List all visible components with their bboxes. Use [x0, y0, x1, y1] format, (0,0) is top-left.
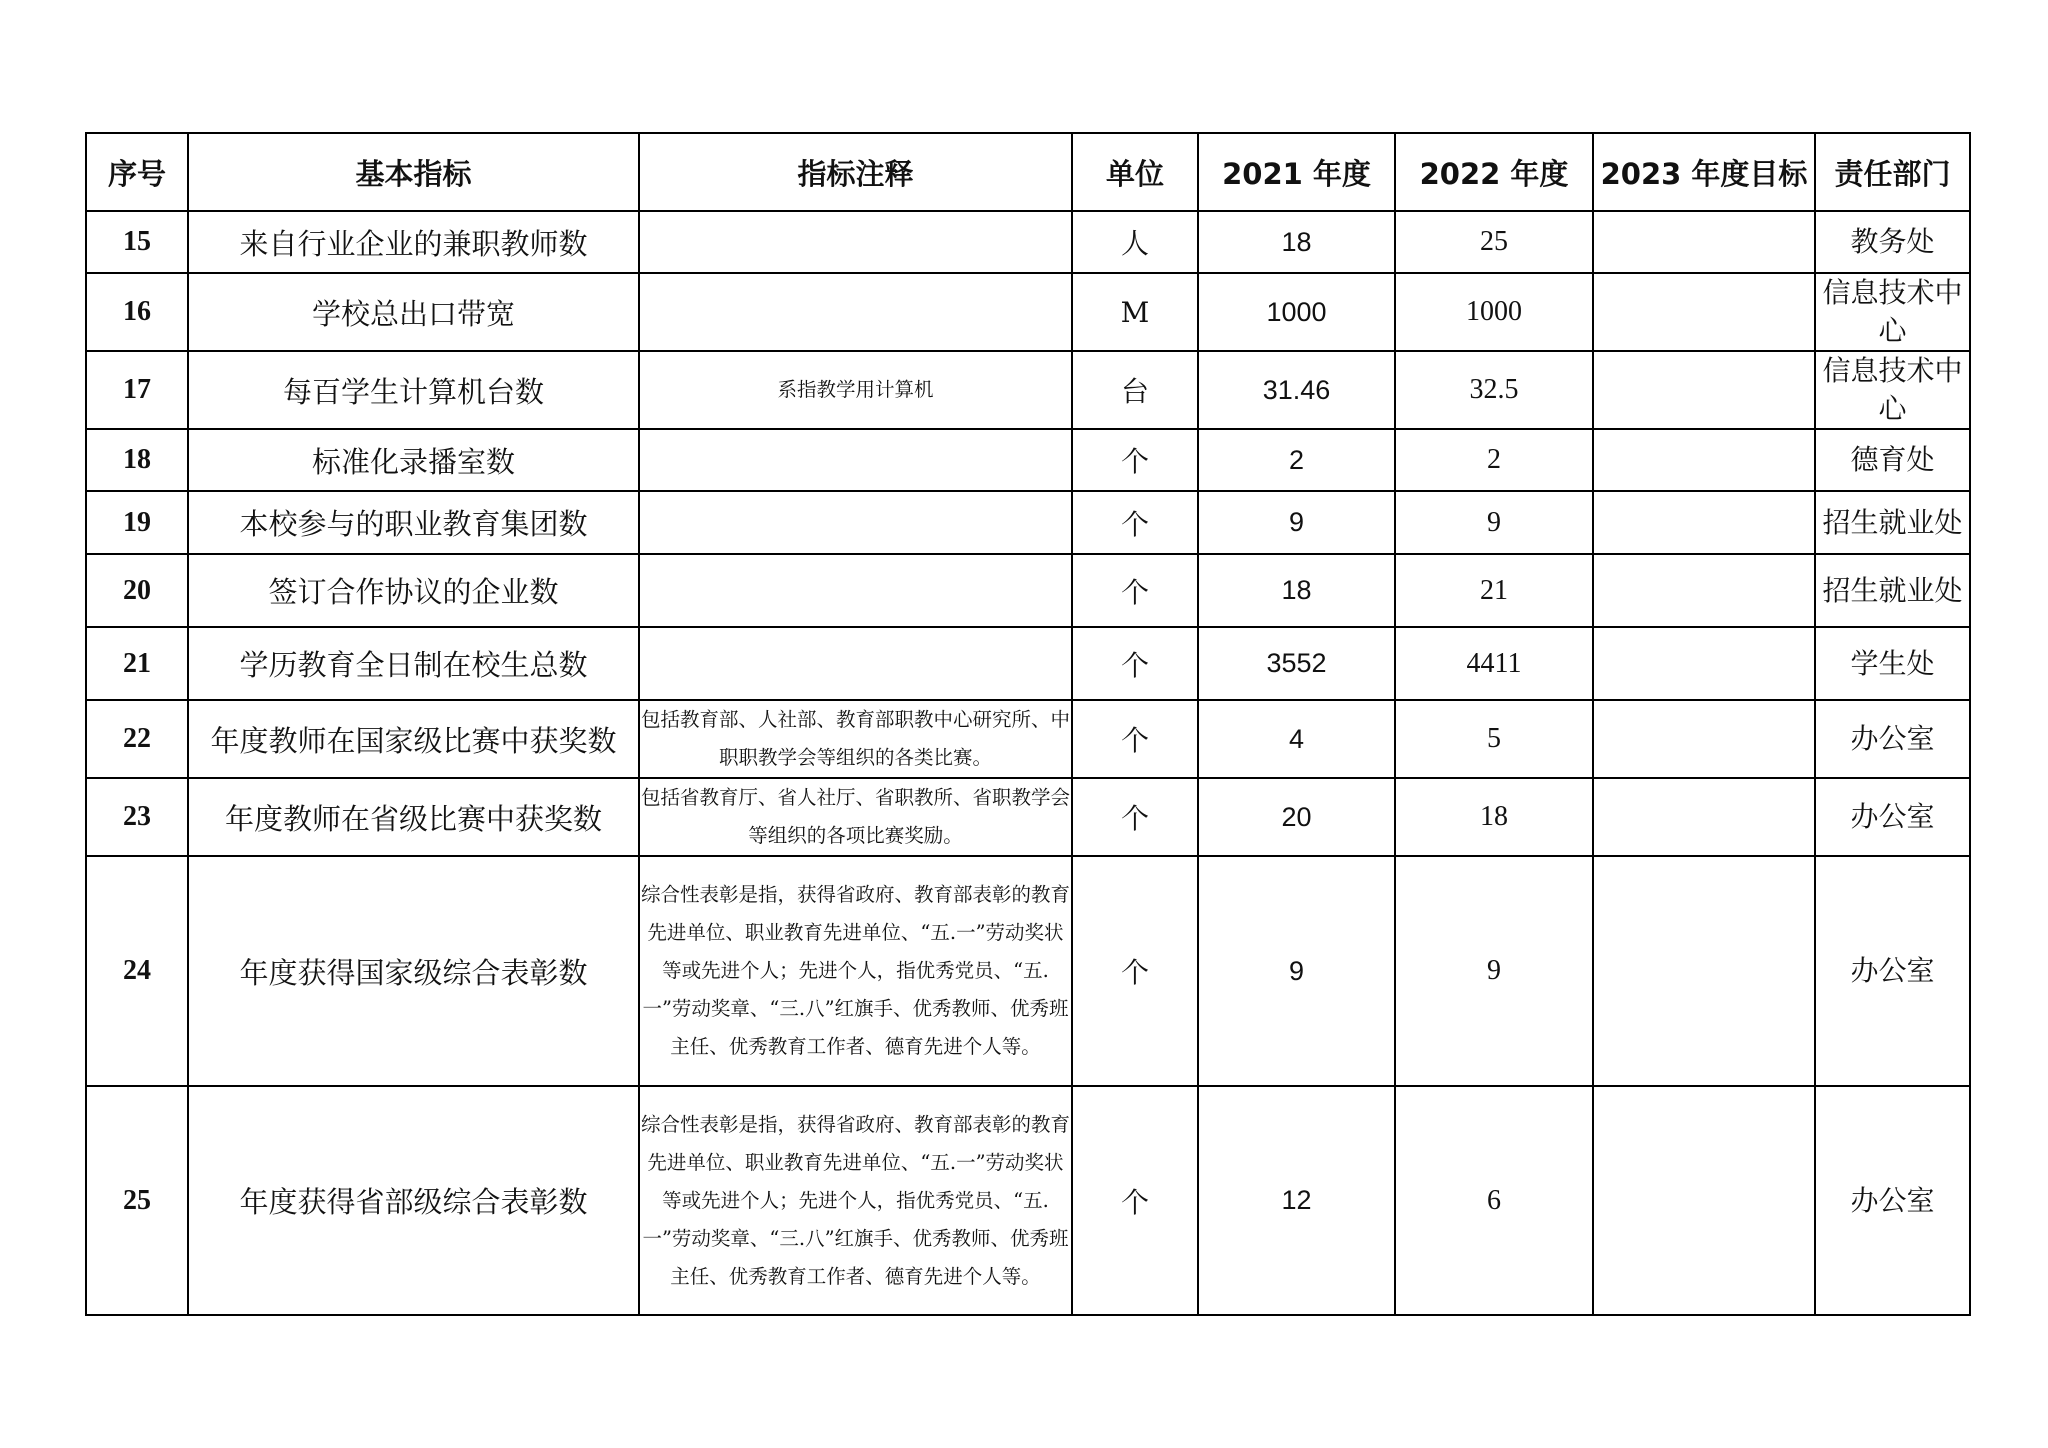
table-row — [86, 778, 1970, 856]
row-2021: 3552 — [1198, 627, 1395, 700]
row-indicator: 年度获得省部级综合表彰数 — [188, 1086, 639, 1315]
row-unit: 个 — [1072, 1086, 1198, 1315]
row-note: 系指教学用计算机 — [639, 351, 1072, 429]
indicator-table — [85, 132, 1971, 1316]
row-2022: 32.5 — [1395, 351, 1593, 429]
table-row — [86, 429, 1970, 491]
row-unit: M — [1072, 273, 1198, 351]
row-indicator: 学历教育全日制在校生总数 — [188, 627, 639, 700]
header-seq: 序号 — [86, 133, 188, 211]
row-dept: 招生就业处 — [1815, 554, 1970, 627]
row-indicator: 签订合作协议的企业数 — [188, 554, 639, 627]
row-seq: 24 — [86, 856, 188, 1086]
row-seq: 22 — [86, 700, 188, 778]
header-unit: 单位 — [1072, 133, 1198, 211]
row-2021: 1000 — [1198, 273, 1395, 351]
row-seq: 25 — [86, 1086, 188, 1315]
row-unit: 个 — [1072, 554, 1198, 627]
row-unit: 个 — [1072, 778, 1198, 856]
row-2022: 1000 — [1395, 273, 1593, 351]
row-seq: 21 — [86, 627, 188, 700]
row-note — [639, 627, 1072, 700]
row-unit: 人 — [1072, 211, 1198, 273]
row-seq: 16 — [86, 273, 188, 351]
row-note: 包括教育部、人社部、教育部职教中心研究所、中职职教学会等组织的各类比赛。 — [639, 700, 1072, 778]
row-dept: 信息技术中心 — [1815, 273, 1970, 351]
row-2022: 9 — [1395, 856, 1593, 1086]
row-2021: 31.46 — [1198, 351, 1395, 429]
row-2023-target — [1593, 1086, 1815, 1315]
table-row — [86, 627, 1970, 700]
table-row — [86, 351, 1970, 429]
row-2022: 4411 — [1395, 627, 1593, 700]
row-2021: 4 — [1198, 700, 1395, 778]
row-2021: 9 — [1198, 856, 1395, 1086]
row-2023-target — [1593, 211, 1815, 273]
row-note: 综合性表彰是指，获得省政府、教育部表彰的教育先进单位、职业教育先进单位、“五.一”劳动奖状等或先进个人；先进个人，指优秀党员、“五.一”劳动奖章、“三.八”红旗手、优秀教师、优秀班主任、优秀教育工作者、德育先进个人等。 — [639, 1086, 1072, 1315]
row-2023-target — [1593, 429, 1815, 491]
row-2023-target — [1593, 351, 1815, 429]
row-2022: 9 — [1395, 491, 1593, 554]
row-2023-target — [1593, 554, 1815, 627]
row-dept: 德育处 — [1815, 429, 1970, 491]
row-2021: 20 — [1198, 778, 1395, 856]
table-row — [86, 273, 1970, 351]
table-row — [86, 491, 1970, 554]
row-2021: 2 — [1198, 429, 1395, 491]
row-indicator: 年度教师在省级比赛中获奖数 — [188, 778, 639, 856]
row-2022: 6 — [1395, 1086, 1593, 1315]
row-dept: 学生处 — [1815, 627, 1970, 700]
header-2023-target: 2023 年度目标 — [1593, 133, 1815, 211]
row-2021: 18 — [1198, 211, 1395, 273]
table-row — [86, 856, 1970, 1086]
row-seq: 20 — [86, 554, 188, 627]
header-note: 指标注释 — [639, 133, 1072, 211]
row-note — [639, 273, 1072, 351]
header-2021: 2021 年度 — [1198, 133, 1395, 211]
row-dept: 招生就业处 — [1815, 491, 1970, 554]
row-indicator: 年度获得国家级综合表彰数 — [188, 856, 639, 1086]
row-unit: 个 — [1072, 627, 1198, 700]
row-2023-target — [1593, 856, 1815, 1086]
row-note: 包括省教育厅、省人社厅、省职教所、省职教学会等组织的各项比赛奖励。 — [639, 778, 1072, 856]
row-unit: 个 — [1072, 856, 1198, 1086]
row-seq: 17 — [86, 351, 188, 429]
row-seq: 15 — [86, 211, 188, 273]
row-dept: 信息技术中心 — [1815, 351, 1970, 429]
row-seq: 23 — [86, 778, 188, 856]
row-note — [639, 429, 1072, 491]
header-2022: 2022 年度 — [1395, 133, 1593, 211]
row-2023-target — [1593, 778, 1815, 856]
row-unit: 个 — [1072, 491, 1198, 554]
row-indicator: 年度教师在国家级比赛中获奖数 — [188, 700, 639, 778]
row-dept: 办公室 — [1815, 778, 1970, 856]
row-2022: 2 — [1395, 429, 1593, 491]
row-2023-target — [1593, 700, 1815, 778]
row-2021: 9 — [1198, 491, 1395, 554]
row-dept: 办公室 — [1815, 700, 1970, 778]
row-2022: 5 — [1395, 700, 1593, 778]
table-row — [86, 1086, 1970, 1315]
row-2023-target — [1593, 273, 1815, 351]
header-dept: 责任部门 — [1815, 133, 1970, 211]
row-note — [639, 554, 1072, 627]
row-note — [639, 211, 1072, 273]
row-note — [639, 491, 1072, 554]
row-seq: 18 — [86, 429, 188, 491]
row-unit: 个 — [1072, 700, 1198, 778]
row-unit: 个 — [1072, 429, 1198, 491]
row-2022: 18 — [1395, 778, 1593, 856]
table-row — [86, 211, 1970, 273]
row-indicator: 标准化录播室数 — [188, 429, 639, 491]
table-row — [86, 700, 1970, 778]
row-dept: 办公室 — [1815, 1086, 1970, 1315]
row-2022: 25 — [1395, 211, 1593, 273]
row-dept: 办公室 — [1815, 856, 1970, 1086]
row-dept: 教务处 — [1815, 211, 1970, 273]
row-2021: 18 — [1198, 554, 1395, 627]
row-2021: 12 — [1198, 1086, 1395, 1315]
row-indicator: 每百学生计算机台数 — [188, 351, 639, 429]
row-indicator: 本校参与的职业教育集团数 — [188, 491, 639, 554]
row-2022: 21 — [1395, 554, 1593, 627]
table-row — [86, 554, 1970, 627]
header-indicator: 基本指标 — [188, 133, 639, 211]
row-2023-target — [1593, 627, 1815, 700]
row-note: 综合性表彰是指，获得省政府、教育部表彰的教育先进单位、职业教育先进单位、“五.一”劳动奖状等或先进个人；先进个人，指优秀党员、“五.一”劳动奖章、“三.八”红旗手、优秀教师、优秀班主任、优秀教育工作者、德育先进个人等。 — [639, 856, 1072, 1086]
row-indicator: 学校总出口带宽 — [188, 273, 639, 351]
row-2023-target — [1593, 491, 1815, 554]
row-indicator: 来自行业企业的兼职教师数 — [188, 211, 639, 273]
row-unit: 台 — [1072, 351, 1198, 429]
header-row — [86, 133, 1970, 211]
row-seq: 19 — [86, 491, 188, 554]
